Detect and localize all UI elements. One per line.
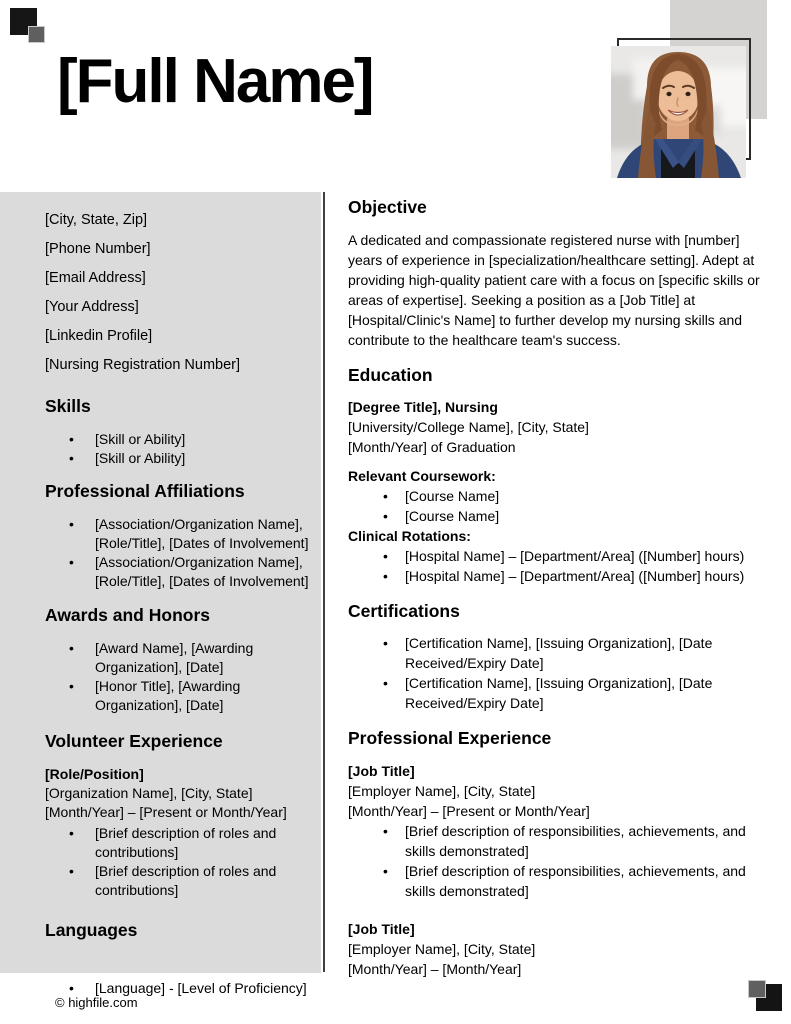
objective-heading: Objective bbox=[348, 197, 427, 217]
affiliations-list bbox=[45, 515, 311, 591]
job-dates: [Month/Year] – [Present or Month/Year] bbox=[348, 803, 590, 819]
languages-heading: Languages bbox=[45, 920, 138, 940]
list-item: • [Association/Organization Name], [Role/Title], [Dates of Involvement] bbox=[95, 515, 311, 553]
decor-square-gray-bottom-right-icon bbox=[748, 980, 766, 998]
contact-list bbox=[45, 211, 311, 374]
list-item: • [Certification Name], [Issuing Organization], [Date Received/Expiry Date] bbox=[405, 633, 775, 673]
coursework-list bbox=[348, 486, 775, 526]
sidebar bbox=[0, 192, 321, 996]
skills-list bbox=[45, 430, 311, 468]
list-item: • [Course Name] bbox=[405, 486, 775, 506]
job-entry bbox=[348, 919, 775, 979]
contact-item-linkedin: [Linkedin Profile] bbox=[45, 328, 153, 344]
list-item: • [Brief description of roles and contributions] bbox=[95, 824, 311, 862]
job-title: [Job Title] bbox=[348, 921, 415, 937]
profile-photo bbox=[611, 46, 746, 178]
list-item: • [Skill or Ability] bbox=[95, 449, 311, 468]
list-item: • [Certification Name], [Issuing Organization], [Date Received/Expiry Date] bbox=[405, 673, 775, 713]
education-degree: [Degree Title], Nursing bbox=[348, 399, 498, 415]
contact-item-city: [City, State, Zip] bbox=[45, 212, 148, 228]
column-divider bbox=[323, 192, 325, 972]
rotations-label: Clinical Rotations: bbox=[348, 528, 471, 544]
awards-list bbox=[45, 639, 311, 715]
list-item: • [Brief description of roles and contributions] bbox=[95, 862, 311, 900]
education-school: [University/College Name], [City, State] bbox=[348, 419, 589, 435]
job-employer: [Employer Name], [City, State] bbox=[348, 783, 536, 799]
contact-item-phone: [Phone Number] bbox=[45, 241, 151, 257]
main-column bbox=[348, 197, 775, 979]
awards-heading: Awards and Honors bbox=[45, 605, 210, 625]
contact-item-email: [Email Address] bbox=[45, 270, 146, 286]
education-graduation: [Month/Year] of Graduation bbox=[348, 439, 516, 455]
job-dates: [Month/Year] – [Month/Year] bbox=[348, 961, 522, 977]
job-employer: [Employer Name], [City, State] bbox=[348, 941, 536, 957]
volunteer-role: [Role/Position] bbox=[45, 766, 144, 782]
list-item: • [Skill or Ability] bbox=[95, 430, 311, 449]
volunteer-section bbox=[45, 731, 311, 900]
volunteer-heading: Volunteer Experience bbox=[45, 731, 223, 751]
job-entry bbox=[348, 761, 775, 901]
contact-item-address: [Your Address] bbox=[45, 299, 139, 315]
certifications-heading: Certifications bbox=[348, 601, 460, 621]
list-item: • [Association/Organization Name], [Role/Title], [Dates of Involvement] bbox=[95, 553, 311, 591]
rotations-list bbox=[348, 546, 775, 586]
objective-body: A dedicated and compassionate registered nurse with [number] years of experience in [specialization/healthcare setting]. Adept at providing high-quality patient care with a focus on [specific skills or areas of expertise]. Seeking a position as a [Job Title] at [Hospital/Clinic's Name] to further develop my nursing skills and contribute to the healthcare team's success. bbox=[348, 232, 760, 348]
portrait-illustration bbox=[611, 46, 746, 178]
list-item: • [Award Name], [Awarding Organization], [Date] bbox=[95, 639, 311, 677]
volunteer-organization: [Organization Name], [City, State] bbox=[45, 785, 253, 801]
coursework-label: Relevant Coursework: bbox=[348, 468, 496, 484]
full-name-title: [Full Name] bbox=[57, 47, 373, 116]
education-heading: Education bbox=[348, 365, 433, 385]
volunteer-dates: [Month/Year] – [Present or Month/Year] bbox=[45, 804, 287, 820]
list-item: • [Hospital Name] – [Department/Area] ([Number] hours) bbox=[405, 566, 775, 586]
list-item: • [Hospital Name] – [Department/Area] ([Number] hours) bbox=[405, 546, 775, 566]
job-title: [Job Title] bbox=[348, 763, 415, 779]
volunteer-list bbox=[45, 824, 311, 900]
experience-heading: Professional Experience bbox=[348, 728, 552, 748]
list-item: • [Honor Title], [Awarding Organization], [Date] bbox=[95, 677, 311, 715]
skills-heading: Skills bbox=[45, 396, 91, 416]
contact-item-registration: [Nursing Registration Number] bbox=[45, 357, 241, 373]
list-item: • [Brief description of responsibilities, achievements, and skills demonstrated] bbox=[405, 821, 775, 861]
list-item: • [Course Name] bbox=[405, 506, 775, 526]
footer-copyright: © highfile.com bbox=[55, 995, 138, 1010]
affiliations-heading: Professional Affiliations bbox=[45, 481, 245, 501]
job-bullets bbox=[348, 821, 775, 901]
certifications-list bbox=[348, 633, 775, 713]
list-item: • [Language] - [Level of Proficiency] bbox=[95, 979, 311, 998]
decor-square-gray-top-left-icon bbox=[28, 26, 45, 43]
list-item: • [Brief description of responsibilities, achievements, and skills demonstrated] bbox=[405, 861, 775, 901]
